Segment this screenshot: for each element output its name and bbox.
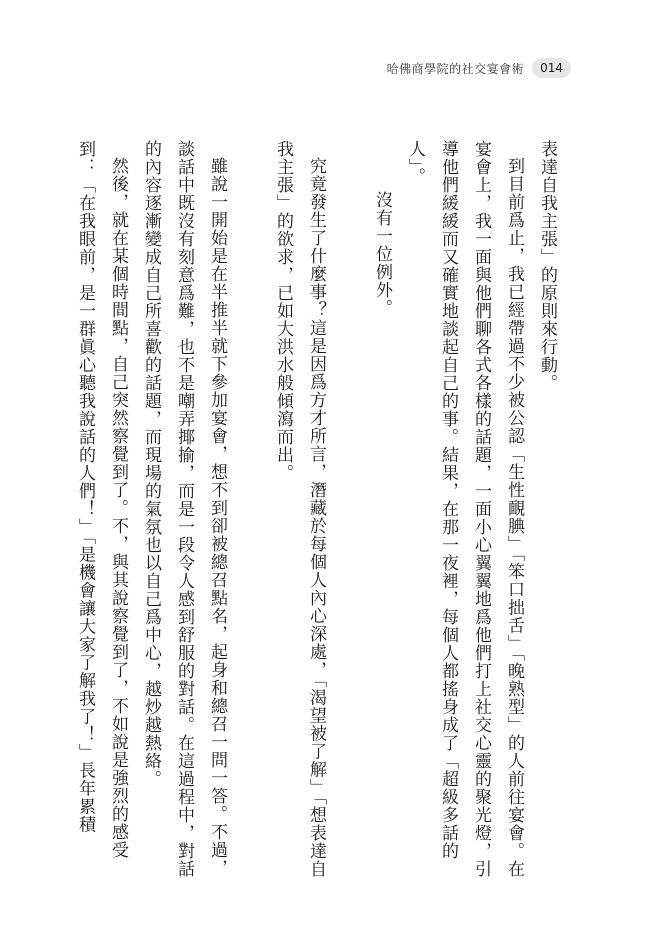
body-text — [68, 140, 563, 888]
page-header — [387, 58, 571, 78]
paragraph: 雖說一開始是在半推半就下參加宴會，想不到卻被總召點名，起身和總召一問一答。不過，談話中既沒有刻意爲難，也不是嘲弄揶揄，而是一段令人感到舒服的對話。在這過程中，對話的內容逐漸變成自己所喜歡的話題，而現場的氣氛也以自己爲中心，越炒越熱絡。 — [141, 140, 227, 878]
book-title: 哈佛商學院的社交宴會術 — [386, 61, 525, 76]
paragraph: 表達自我主張」的原則來行動。 — [537, 140, 557, 392]
paragraph: 到目前爲止，我已經帶過不少被公認「生性靦腆」「笨口拙舌」「晚熟型」的人前往宴會。在宴會上，我一面與他們聊各式各樣的話題，一面小心翼翼地爲他們打上社交心靈的聚光燈，引導他們緩緩而又確實地談起自己的事。結果，在那一夜裡，每個人都搖身成了「超級多話的人」。 — [405, 140, 524, 878]
paragraph: 然後，就在某個時間點，自己突然察覺到了。不，與其說察覺到了，不如說是強烈的感受到：「在我眼前，是一群眞心聽我說話的人們！」「是機會讓大家了解我了！」長年累積 — [75, 140, 128, 859]
paragraph: 究竟發生了什麼事？這是因爲方才所言，潛藏於每個人內心深處，「渴望被了解」「想表達自我主張」的欲求，已如大洪水般傾瀉而出。 — [273, 140, 326, 878]
paragraph: 沒有一位例外。 — [372, 191, 392, 317]
page-number: 014 — [532, 58, 571, 78]
